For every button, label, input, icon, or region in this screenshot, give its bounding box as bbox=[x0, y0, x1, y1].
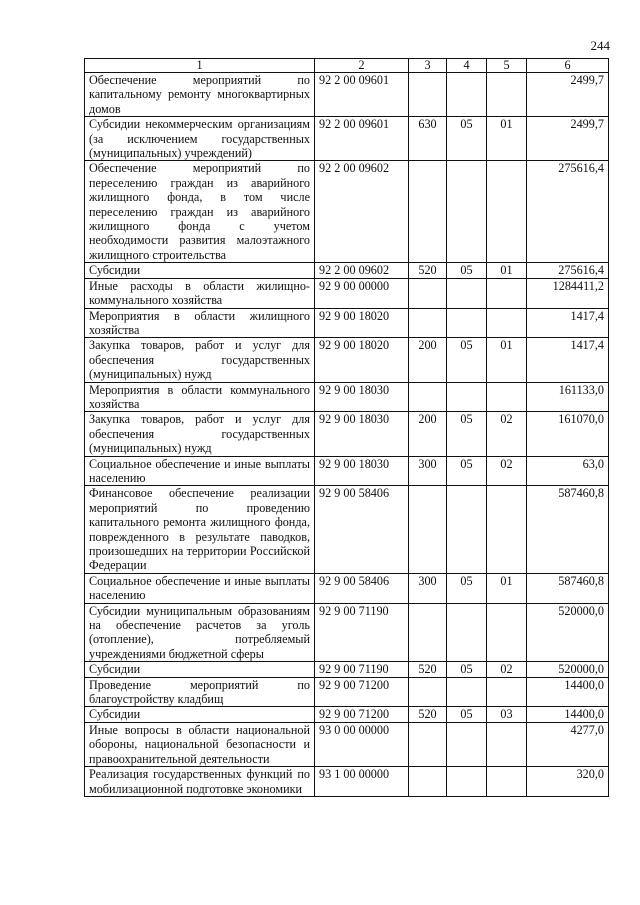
row-col5-cell bbox=[487, 382, 527, 412]
row-col4-cell: 05 bbox=[447, 456, 487, 486]
row-code-cell: 92 9 00 71200 bbox=[315, 707, 409, 722]
row-amount-cell: 1417,4 bbox=[527, 308, 609, 338]
row-col5-cell: 01 bbox=[487, 338, 527, 382]
row-col3-cell: 300 bbox=[409, 456, 447, 486]
row-code-cell: 92 2 00 09601 bbox=[315, 73, 409, 117]
row-col4-cell bbox=[447, 722, 487, 766]
row-col3-cell: 520 bbox=[409, 662, 447, 677]
row-col4-cell bbox=[447, 382, 487, 412]
table-row bbox=[85, 161, 609, 263]
row-code-cell: 93 1 00 00000 bbox=[315, 767, 409, 797]
row-code-cell: 92 2 00 09602 bbox=[315, 161, 409, 263]
row-code-cell: 92 9 00 00000 bbox=[315, 278, 409, 308]
row-code-cell: 92 9 00 18030 bbox=[315, 382, 409, 412]
row-col5-cell bbox=[487, 308, 527, 338]
row-code-cell: 92 9 00 18030 bbox=[315, 412, 409, 456]
row-name-cell: Реализация государственных функций по мобилизационной подготовке экономики bbox=[85, 767, 315, 797]
row-col5-cell: 03 bbox=[487, 707, 527, 722]
table-row bbox=[85, 412, 609, 456]
table-row bbox=[85, 308, 609, 338]
row-col3-cell: 200 bbox=[409, 412, 447, 456]
row-amount-cell: 1417,4 bbox=[527, 338, 609, 382]
row-amount-cell: 14400,0 bbox=[527, 677, 609, 707]
row-col3-cell bbox=[409, 677, 447, 707]
row-col4-cell: 05 bbox=[447, 573, 487, 603]
table-row bbox=[85, 117, 609, 161]
row-code-cell: 92 9 00 18030 bbox=[315, 456, 409, 486]
row-name-cell: Финансовое обеспечение реализации мероприятий по проведению капитального ремонта жилищного фонда, поврежденного в результате паводков, произошедших на территории Российской Федерации bbox=[85, 486, 315, 573]
row-name-cell: Закупка товаров, работ и услуг для обеспечения государственных (муниципальных) нужд bbox=[85, 412, 315, 456]
row-col5-cell bbox=[487, 486, 527, 573]
table-row bbox=[85, 382, 609, 412]
row-col3-cell bbox=[409, 486, 447, 573]
row-code-cell: 92 9 00 71200 bbox=[315, 677, 409, 707]
row-code-cell: 92 9 00 58406 bbox=[315, 573, 409, 603]
row-amount-cell: 63,0 bbox=[527, 456, 609, 486]
row-code-cell: 92 9 00 71190 bbox=[315, 662, 409, 677]
row-name-cell: Мероприятия в области жилищного хозяйства bbox=[85, 308, 315, 338]
table-row bbox=[85, 707, 609, 722]
row-col4-cell bbox=[447, 486, 487, 573]
row-amount-cell: 520000,0 bbox=[527, 662, 609, 677]
row-col4-cell: 05 bbox=[447, 662, 487, 677]
row-amount-cell: 275616,4 bbox=[527, 161, 609, 263]
row-col3-cell bbox=[409, 603, 447, 662]
table-header bbox=[85, 59, 609, 73]
row-col4-cell: 05 bbox=[447, 117, 487, 161]
row-name-cell: Иные вопросы в области национальной обороны, национальной безопасности и правоохранительной деятельности bbox=[85, 722, 315, 766]
row-col4-cell bbox=[447, 767, 487, 797]
row-name-cell: Закупка товаров, работ и услуг для обеспечения государственных (муниципальных) нужд bbox=[85, 338, 315, 382]
row-amount-cell: 275616,4 bbox=[527, 263, 609, 278]
row-col3-cell: 630 bbox=[409, 117, 447, 161]
row-col5-cell bbox=[487, 278, 527, 308]
row-code-cell: 92 9 00 71190 bbox=[315, 603, 409, 662]
row-code-cell: 92 9 00 18020 bbox=[315, 308, 409, 338]
row-amount-cell: 14400,0 bbox=[527, 707, 609, 722]
row-code-cell: 92 9 00 18020 bbox=[315, 338, 409, 382]
row-amount-cell: 161133,0 bbox=[527, 382, 609, 412]
table-row bbox=[85, 278, 609, 308]
row-name-cell: Иные расходы в области жилищно-коммунального хозяйства bbox=[85, 278, 315, 308]
table-row bbox=[85, 263, 609, 278]
row-col5-cell bbox=[487, 73, 527, 117]
budget-table bbox=[84, 58, 609, 797]
column-header-2: 2 bbox=[315, 59, 409, 73]
row-amount-cell: 2499,7 bbox=[527, 117, 609, 161]
row-name-cell: Социальное обеспечение и иные выплаты населению bbox=[85, 456, 315, 486]
column-header-3: 3 bbox=[409, 59, 447, 73]
row-col4-cell: 05 bbox=[447, 263, 487, 278]
row-col5-cell bbox=[487, 603, 527, 662]
row-name-cell: Мероприятия в области коммунального хозяйства bbox=[85, 382, 315, 412]
table-row bbox=[85, 767, 609, 797]
row-col3-cell bbox=[409, 278, 447, 308]
row-col4-cell bbox=[447, 308, 487, 338]
row-code-cell: 92 9 00 58406 bbox=[315, 486, 409, 573]
table-row bbox=[85, 662, 609, 677]
row-amount-cell: 1284411,2 bbox=[527, 278, 609, 308]
row-col5-cell bbox=[487, 161, 527, 263]
row-amount-cell: 4277,0 bbox=[527, 722, 609, 766]
row-col3-cell bbox=[409, 161, 447, 263]
row-code-cell: 92 2 00 09601 bbox=[315, 117, 409, 161]
row-name-cell: Социальное обеспечение и иные выплаты населению bbox=[85, 573, 315, 603]
row-col5-cell: 01 bbox=[487, 117, 527, 161]
row-col4-cell bbox=[447, 278, 487, 308]
row-name-cell: Субсидии bbox=[85, 263, 315, 278]
row-name-cell: Субсидии bbox=[85, 707, 315, 722]
table-body bbox=[85, 73, 609, 797]
row-name-cell: Субсидии bbox=[85, 662, 315, 677]
row-name-cell: Обеспечение мероприятий по капитальному ремонту многоквартирных домов bbox=[85, 73, 315, 117]
row-col3-cell: 520 bbox=[409, 707, 447, 722]
row-col4-cell bbox=[447, 603, 487, 662]
row-code-cell: 93 0 00 00000 bbox=[315, 722, 409, 766]
table-row bbox=[85, 722, 609, 766]
row-amount-cell: 2499,7 bbox=[527, 73, 609, 117]
row-col4-cell bbox=[447, 161, 487, 263]
row-col3-cell: 520 bbox=[409, 263, 447, 278]
row-col5-cell bbox=[487, 767, 527, 797]
row-amount-cell: 587460,8 bbox=[527, 573, 609, 603]
row-col4-cell: 05 bbox=[447, 412, 487, 456]
row-col5-cell: 02 bbox=[487, 456, 527, 486]
row-col4-cell: 05 bbox=[447, 338, 487, 382]
table-row bbox=[85, 677, 609, 707]
column-header-1: 1 bbox=[85, 59, 315, 73]
row-name-cell: Субсидии некоммерческим организациям (за исключением государственных (муниципальных) учреждений) bbox=[85, 117, 315, 161]
column-header-5: 5 bbox=[487, 59, 527, 73]
row-amount-cell: 320,0 bbox=[527, 767, 609, 797]
row-col5-cell: 02 bbox=[487, 412, 527, 456]
page-number: 244 bbox=[590, 38, 610, 53]
table-row bbox=[85, 456, 609, 486]
row-col3-cell: 300 bbox=[409, 573, 447, 603]
table-row bbox=[85, 573, 609, 603]
row-col3-cell bbox=[409, 308, 447, 338]
row-col3-cell bbox=[409, 73, 447, 117]
row-name-cell: Субсидии муниципальным образованиям на обеспечение расчетов за уголь (отопление), потребляемый учреждениями бюджетной сферы bbox=[85, 603, 315, 662]
row-col4-cell bbox=[447, 677, 487, 707]
row-amount-cell: 161070,0 bbox=[527, 412, 609, 456]
row-amount-cell: 520000,0 bbox=[527, 603, 609, 662]
row-col3-cell bbox=[409, 722, 447, 766]
row-col5-cell bbox=[487, 677, 527, 707]
column-header-6: 6 bbox=[527, 59, 609, 73]
header-row bbox=[85, 59, 609, 73]
row-col5-cell: 02 bbox=[487, 662, 527, 677]
row-col3-cell bbox=[409, 382, 447, 412]
row-amount-cell: 587460,8 bbox=[527, 486, 609, 573]
row-col5-cell bbox=[487, 722, 527, 766]
row-code-cell: 92 2 00 09602 bbox=[315, 263, 409, 278]
row-col4-cell bbox=[447, 73, 487, 117]
column-header-4: 4 bbox=[447, 59, 487, 73]
row-col3-cell bbox=[409, 767, 447, 797]
row-col5-cell: 01 bbox=[487, 573, 527, 603]
row-col3-cell: 200 bbox=[409, 338, 447, 382]
table-row bbox=[85, 603, 609, 662]
row-name-cell: Проведение мероприятий по благоустройству кладбищ bbox=[85, 677, 315, 707]
row-col4-cell: 05 bbox=[447, 707, 487, 722]
table-row bbox=[85, 486, 609, 573]
row-name-cell: Обеспечение мероприятий по переселению граждан из аварийного жилищного фонда, в том числе переселению граждан из аварийного жилищного фонда с учетом необходимости развития малоэтажного жилищного строительства bbox=[85, 161, 315, 263]
table-row bbox=[85, 73, 609, 117]
table-row bbox=[85, 338, 609, 382]
row-col5-cell: 01 bbox=[487, 263, 527, 278]
